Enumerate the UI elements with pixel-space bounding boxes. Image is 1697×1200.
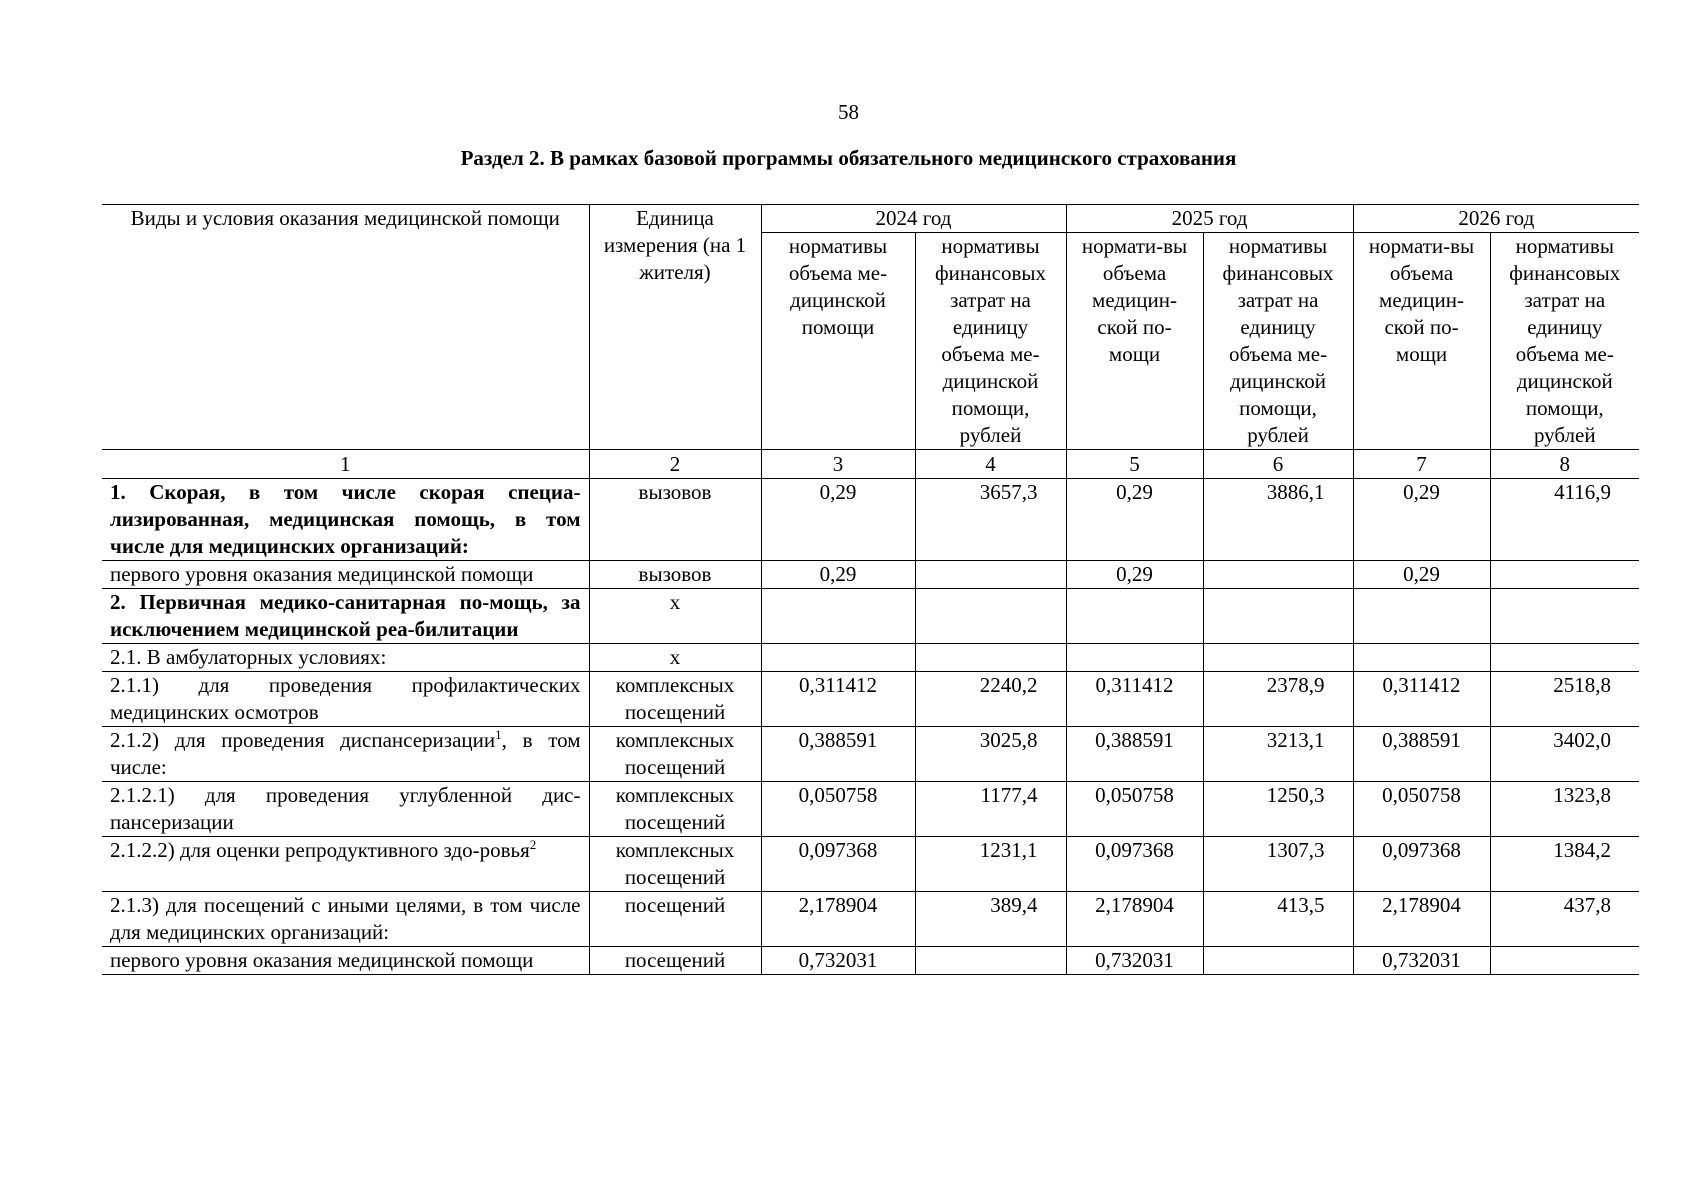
cell-cost-2026: 1323,8 (1490, 782, 1639, 837)
row-unit: х (589, 589, 761, 644)
cell-volume-2025: 0,050758 (1066, 782, 1203, 837)
cell-volume-2025: 0,311412 (1066, 672, 1203, 727)
cell-cost-2025: 2378,9 (1203, 672, 1353, 727)
row-unit: комплексных посещений (589, 782, 761, 837)
header-unit: Единица измерения (на 1 жителя) (589, 205, 761, 450)
cell-cost-2026: 3402,0 (1490, 727, 1639, 782)
row-label-text: 2.1.2) для проведения диспансеризации (110, 728, 496, 752)
row-label-tail: , в том числе: (110, 728, 581, 779)
row-label: 2.1.2.1) для проведения углубленной дис-пансеризации (102, 782, 589, 837)
page-number: 58 (838, 100, 859, 124)
cell-cost-2025: 1307,3 (1203, 837, 1353, 892)
cell-volume-2026: 0,732031 (1353, 947, 1490, 975)
header-cost-2024: нормативы финансовых затрат на единицу объема ме-дицинской помощи, рублей (915, 233, 1066, 450)
cell-cost-2025 (1203, 589, 1353, 644)
cell-volume-2025: 0,097368 (1066, 837, 1203, 892)
cell-volume-2025 (1066, 644, 1203, 672)
row-unit: посещений (589, 947, 761, 975)
cell-volume-2024: 0,388591 (761, 727, 915, 782)
header-volume-2026: нормати-вы объема медицин-ской по-мощи (1353, 233, 1490, 450)
cell-volume-2024: 0,311412 (761, 672, 915, 727)
row-label (102, 837, 589, 892)
cell-volume-2024: 0,29 (761, 561, 915, 589)
cell-volume-2025: 0,29 (1066, 479, 1203, 561)
table-row (102, 644, 1639, 672)
cell-volume-2026 (1353, 644, 1490, 672)
cell-volume-2024: 0,097368 (761, 837, 915, 892)
cell-cost-2025 (1203, 561, 1353, 589)
header-year-2025: 2025 год (1066, 205, 1353, 233)
cell-volume-2025 (1066, 589, 1203, 644)
cell-cost-2025: 3886,1 (1203, 479, 1353, 561)
cell-volume-2026: 0,29 (1353, 561, 1490, 589)
row-unit: вызовов (589, 479, 761, 561)
row-label-text: 2.1.2.2) для оценки репродуктивного здо-ровья (110, 838, 530, 862)
cell-cost-2024: 389,4 (915, 892, 1066, 947)
cell-volume-2025: 0,732031 (1066, 947, 1203, 975)
cell-cost-2024: 1231,1 (915, 837, 1066, 892)
table-row (102, 589, 1639, 644)
cell-cost-2026 (1490, 561, 1639, 589)
column-number: 8 (1490, 450, 1639, 479)
cell-volume-2026: 0,050758 (1353, 782, 1490, 837)
table-row (102, 561, 1639, 589)
cell-volume-2024: 0,29 (761, 479, 915, 561)
row-label: 2.1.1) для проведения профилактических медицинских осмотров (102, 672, 589, 727)
cell-volume-2025: 0,29 (1066, 561, 1203, 589)
header-year-2026: 2026 год (1353, 205, 1639, 233)
cell-volume-2025: 2,178904 (1066, 892, 1203, 947)
cell-cost-2026: 1384,2 (1490, 837, 1639, 892)
column-number: 3 (761, 450, 915, 479)
cell-cost-2024 (915, 561, 1066, 589)
cell-volume-2026: 0,097368 (1353, 837, 1490, 892)
row-label: первого уровня оказания медицинской помощи (102, 947, 589, 975)
section-title: Раздел 2. В рамках базовой программы обязательного медицинского страхования (460, 146, 1237, 170)
cell-volume-2024: 0,732031 (761, 947, 915, 975)
header-volume-2024: нормативы объема ме-дицинской помощи (761, 233, 915, 450)
table-row (102, 837, 1639, 892)
cell-cost-2025: 413,5 (1203, 892, 1353, 947)
row-unit: вызовов (589, 561, 761, 589)
cell-volume-2025: 0,388591 (1066, 727, 1203, 782)
cell-volume-2026: 2,178904 (1353, 892, 1490, 947)
header-year-2024: 2024 год (761, 205, 1066, 233)
cell-volume-2024 (761, 589, 915, 644)
cell-cost-2024: 3025,8 (915, 727, 1066, 782)
cell-cost-2025: 1250,3 (1203, 782, 1353, 837)
cell-cost-2024 (915, 589, 1066, 644)
cell-cost-2024: 3657,3 (915, 479, 1066, 561)
table-row (102, 947, 1639, 975)
cell-cost-2026 (1490, 589, 1639, 644)
header-volume-2025: нормати-вы объема медицин-ской по-мощи (1066, 233, 1203, 450)
cell-cost-2026 (1490, 644, 1639, 672)
row-label (102, 727, 589, 782)
cell-cost-2024 (915, 644, 1066, 672)
row-label: первого уровня оказания медицинской помощи (102, 561, 589, 589)
table-row (102, 727, 1639, 782)
cell-cost-2025 (1203, 947, 1353, 975)
row-label: 2. Первичная медико-санитарная по-мощь, за исключением медицинской реа-билитации (102, 589, 589, 644)
footnote-marker: 2 (529, 837, 537, 852)
norms-table (102, 204, 1639, 975)
row-unit: посещений (589, 892, 761, 947)
cell-cost-2024 (915, 947, 1066, 975)
row-unit: комплексных посещений (589, 672, 761, 727)
table-row (102, 479, 1639, 561)
row-label: 2.1.3) для посещений с иными целями, в том числе для медицинских организаций: (102, 892, 589, 947)
row-label: 2.1. В амбулаторных условиях: (102, 644, 589, 672)
column-number: 4 (915, 450, 1066, 479)
cell-cost-2026: 4116,9 (1490, 479, 1639, 561)
column-number: 1 (102, 450, 589, 479)
header-types-of-care: Виды и условия оказания медицинской помощи (102, 205, 589, 450)
cell-volume-2024: 0,050758 (761, 782, 915, 837)
header-cost-2026: нормативы финансовых затрат на единицу объема ме-дицинской помощи, рублей (1490, 233, 1639, 450)
cell-volume-2024 (761, 644, 915, 672)
cell-cost-2026 (1490, 947, 1639, 975)
column-number: 2 (589, 450, 761, 479)
row-unit: комплексных посещений (589, 727, 761, 782)
header-cost-2025: нормативы финансовых затрат на единицу объема ме-дицинской помощи, рублей (1203, 233, 1353, 450)
row-unit: комплексных посещений (589, 837, 761, 892)
cell-cost-2026: 437,8 (1490, 892, 1639, 947)
column-number: 7 (1353, 450, 1490, 479)
row-label: 1. Скорая, в том числе скорая специа-лизированная, медицинская помощь, в том числе для медицинских организаций: (102, 479, 589, 561)
footnote-marker: 1 (495, 727, 502, 742)
cell-volume-2026: 0,388591 (1353, 727, 1490, 782)
cell-cost-2025 (1203, 644, 1353, 672)
cell-volume-2026 (1353, 589, 1490, 644)
cell-volume-2026: 0,29 (1353, 479, 1490, 561)
cell-cost-2025: 3213,1 (1203, 727, 1353, 782)
table-row (102, 892, 1639, 947)
column-number: 6 (1203, 450, 1353, 479)
table-row (102, 782, 1639, 837)
cell-cost-2026: 2518,8 (1490, 672, 1639, 727)
cell-cost-2024: 2240,2 (915, 672, 1066, 727)
cell-volume-2026: 0,311412 (1353, 672, 1490, 727)
column-number: 5 (1066, 450, 1203, 479)
table-row (102, 672, 1639, 727)
row-unit: х (589, 644, 761, 672)
cell-cost-2024: 1177,4 (915, 782, 1066, 837)
cell-volume-2024: 2,178904 (761, 892, 915, 947)
